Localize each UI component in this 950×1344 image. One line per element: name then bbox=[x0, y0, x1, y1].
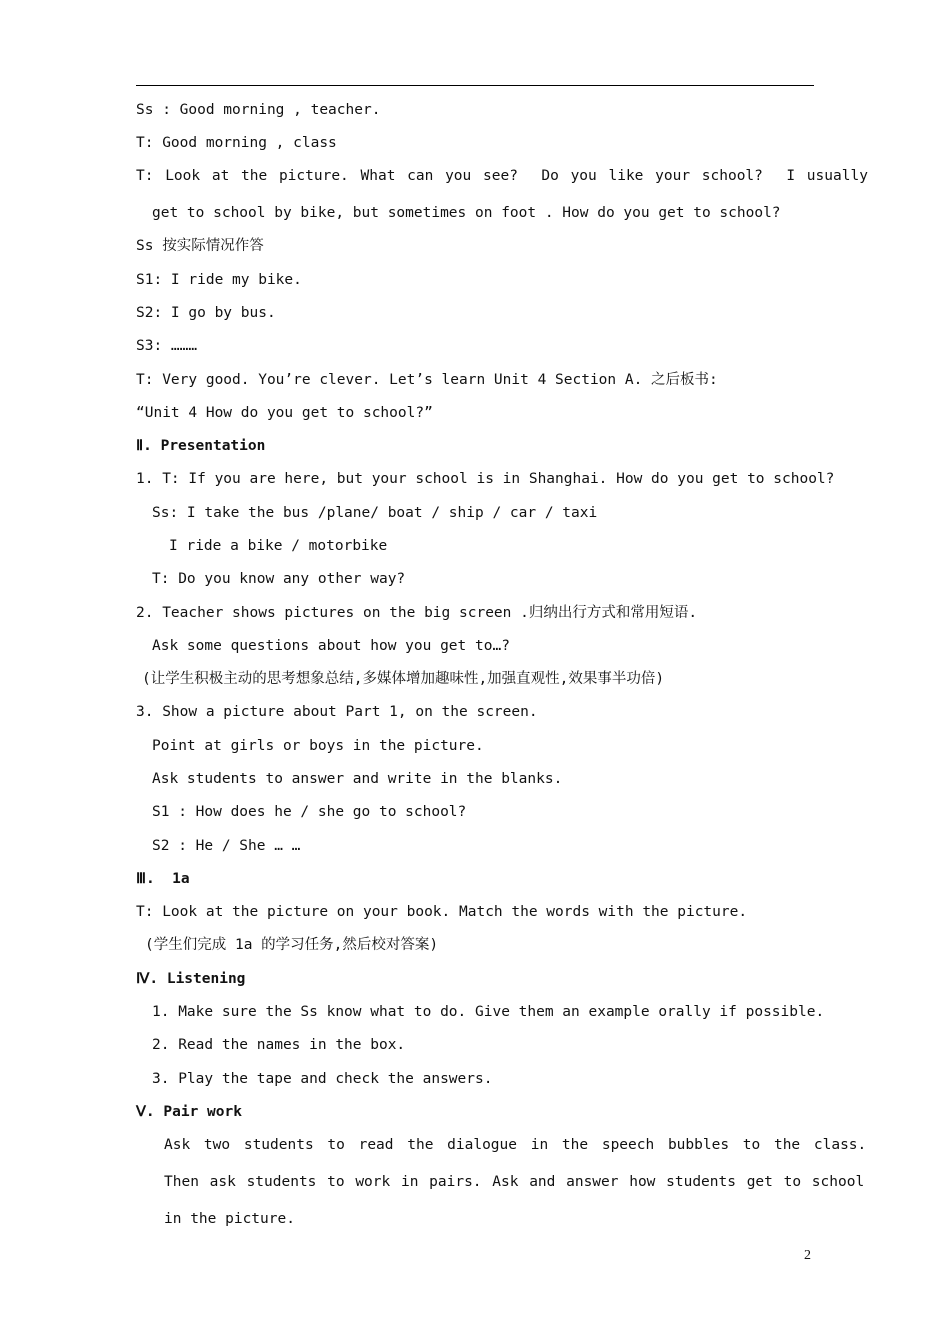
section-heading-1a: Ⅲ. 1a bbox=[136, 871, 190, 887]
text-line: Ss: I take the bus /plane/ boat / ship / car / taxi bbox=[152, 505, 598, 521]
page-number: 2 bbox=[804, 1248, 811, 1263]
text-line: Point at girls or boys in the picture. bbox=[152, 738, 484, 754]
text-line: T: Very good. You’re clever. Let’s learn Unit 4 Section A. 之后板书: bbox=[136, 372, 718, 388]
text-line: get to school by bike, but sometimes on foot . How do you get to school? bbox=[152, 205, 781, 221]
text-line: Ask two students to read the dialogue in the speech bubbles to the class. bbox=[164, 1137, 867, 1153]
text-line: T: Look at the picture. What can you see? Do you like your school? I usually bbox=[136, 168, 868, 184]
text-line: S1 : How does he / she go to school? bbox=[152, 804, 467, 820]
text-line: 1. T: If you are here, but your school is in Shanghai. How do you get to school? bbox=[136, 471, 835, 487]
text-line: “Unit 4 How do you get to school?” bbox=[136, 405, 433, 421]
text-line: Ask students to answer and write in the blanks. bbox=[152, 771, 563, 787]
text-line: I ride a bike / motorbike bbox=[169, 538, 388, 554]
text-line: T: Look at the picture on your book. Match the words with the picture. bbox=[136, 904, 748, 920]
text-line: S2: I go by bus. bbox=[136, 305, 276, 321]
text-line: 2. Read the names in the box. bbox=[152, 1037, 406, 1053]
text-line: 1. Make sure the Ss know what to do. Give them an example orally if possible. bbox=[152, 1004, 825, 1020]
header-rule bbox=[136, 85, 814, 86]
section-heading-listening: Ⅳ. Listening bbox=[136, 971, 246, 987]
text-line: 3. Show a picture about Part 1, on the screen. bbox=[136, 704, 538, 720]
text-line: Ss : Good morning , teacher. bbox=[136, 102, 381, 118]
text-line: Ask some questions about how you get to…? bbox=[152, 638, 510, 654]
text-line: 2. Teacher shows pictures on the big screen .归纳出行方式和常用短语. bbox=[136, 605, 698, 621]
text-line: T: Good morning , class bbox=[136, 135, 337, 151]
text-line: Ss 按实际情况作答 bbox=[136, 238, 264, 254]
text-line: in the picture. bbox=[164, 1211, 295, 1227]
text-line: S3: ……… bbox=[136, 338, 198, 354]
text-line: S2 : He / She … … bbox=[152, 838, 301, 854]
section-heading-presentation: Ⅱ. Presentation bbox=[136, 438, 266, 454]
text-line: (让学生积极主动的思考想象总结,多媒体增加趣味性,加强直观性,效果事半功倍) bbox=[142, 671, 665, 687]
text-line: S1: I ride my bike. bbox=[136, 272, 302, 288]
text-line: T: Do you know any other way? bbox=[152, 571, 406, 587]
text-line: (学生们完成 1a 的学习任务,然后校对答案) bbox=[145, 937, 439, 953]
section-heading-pair-work: Ⅴ. Pair work bbox=[136, 1104, 242, 1120]
text-line: 3. Play the tape and check the answers. bbox=[152, 1071, 493, 1087]
text-line: Then ask students to work in pairs. Ask and answer how students get to school bbox=[164, 1174, 865, 1190]
